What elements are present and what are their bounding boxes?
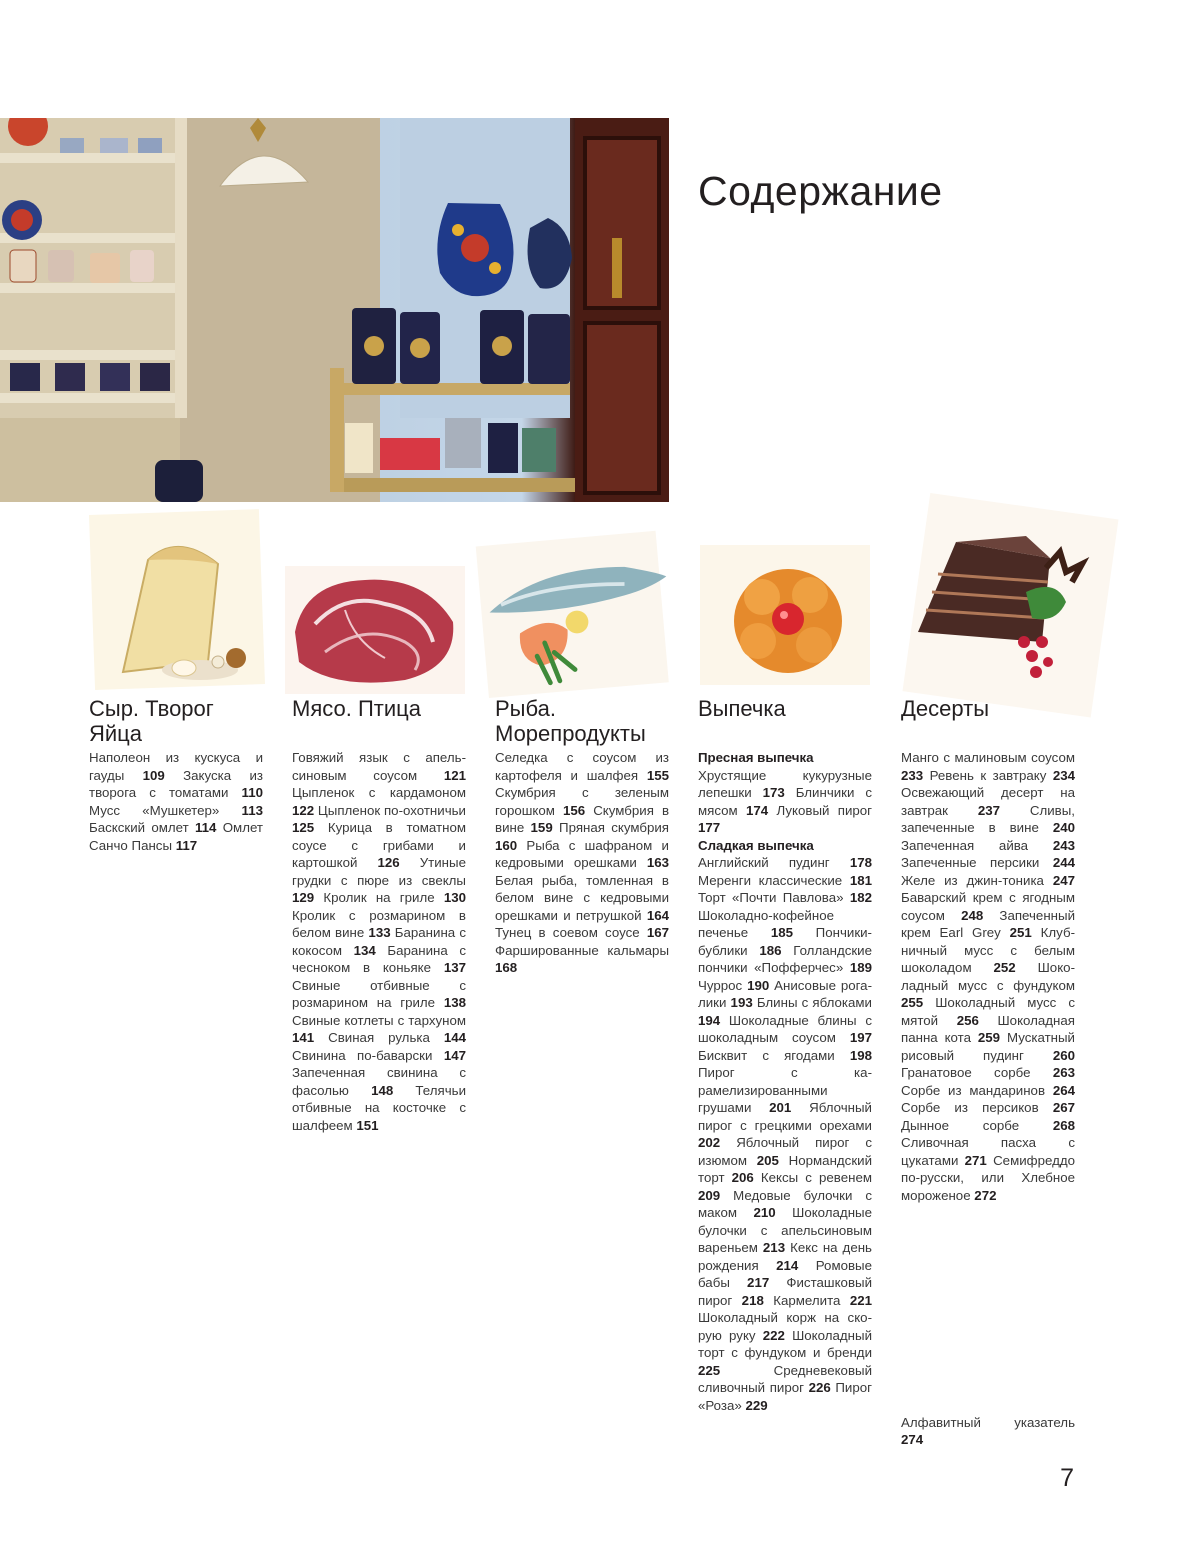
recipe-page-number[interactable]: 159 — [530, 820, 553, 835]
recipe-entry[interactable]: Яблочный пирог с изюмом — [698, 1135, 872, 1168]
recipe-entry[interactable]: Утиные грудки с пюре из свеклы — [292, 855, 466, 888]
recipe-page-number[interactable]: 202 — [698, 1135, 721, 1150]
recipe-entry[interactable]: Пончики-бублики — [698, 925, 872, 958]
recipe-page-number[interactable]: 229 — [745, 1397, 768, 1413]
recipe-entry[interactable]: Запеченный крем Earl Grey — [901, 907, 1075, 940]
recipe-entry[interactable]: Рыба с шафраном и кедровыми орешками — [495, 837, 669, 870]
recipe-page-number[interactable]: 213 — [762, 1240, 786, 1255]
recipe-entry[interactable]: Луковый пирог — [768, 802, 873, 818]
recipe-entry[interactable]: Шоколадный мусс с фундуком — [901, 960, 1076, 993]
recipe-entry[interactable]: Освежающий десерт на завтрак — [901, 785, 1075, 818]
recipe-entry[interactable]: Бисквит с ягодами — [698, 1047, 850, 1063]
recipe-page-number[interactable]: 259 — [977, 1030, 1001, 1045]
fish-image — [482, 534, 672, 709]
recipe-entry[interactable]: Курица в томатном соусе с грибами и картошкой — [292, 820, 466, 870]
recipe-page-number[interactable]: 194 — [698, 1012, 721, 1028]
recipe-entry[interactable]: Мускатный рисовый пудинг — [901, 1030, 1075, 1063]
recipe-entry[interactable]: Кекс на день рождения — [698, 1240, 872, 1273]
recipe-page-number[interactable]: 113 — [241, 802, 263, 818]
recipe-page-number[interactable]: 193 — [730, 995, 753, 1010]
recipe-entry[interactable]: Свинина по-баварски — [292, 1047, 444, 1063]
recipe-entry[interactable]: Английский пудинг — [698, 855, 850, 870]
recipe-entry[interactable]: Свиные котлеты с тархуном — [292, 1012, 466, 1028]
recipe-entry[interactable]: Меренги классические — [698, 872, 850, 888]
recipe-entry[interactable]: Чуррос — [698, 977, 748, 993]
recipe-page-number[interactable]: 155 — [646, 767, 669, 783]
recipe-page-number[interactable]: 217 — [747, 1275, 770, 1290]
category-entries-baking — [698, 749, 872, 1414]
recipe-page-number[interactable]: 164 — [646, 907, 669, 923]
category-heading-cheese: Сыр. Творог Яйца — [89, 696, 214, 746]
recipe-entry[interactable]: Говяжий язык с апельсиновым соусом — [292, 750, 466, 783]
recipe-page-number[interactable]: 256 — [956, 1012, 979, 1028]
recipe-entry[interactable]: Свиные отбивные с розмарином на гриле — [292, 977, 466, 1010]
recipe-page-number[interactable]: 160 — [495, 837, 518, 853]
recipe-page-number[interactable]: 210 — [753, 1205, 776, 1220]
recipe-page-number[interactable]: 168 — [495, 960, 518, 975]
recipe-entry[interactable]: Шоколадно-кофейное печенье — [698, 907, 834, 940]
recipe-entry[interactable]: Белая рыба, томленная в белом вине с кедровыми орешками и петрушкой — [495, 872, 669, 923]
recipe-entry[interactable]: Ревень к завтраку — [923, 767, 1053, 783]
recipe-page-number[interactable]: 148 — [371, 1082, 394, 1098]
recipe-entry[interactable]: Омлет Санчо Пансы — [89, 820, 263, 853]
recipe-entry[interactable]: Цыпленок с кардамоном — [292, 785, 466, 800]
recipe-page-number[interactable]: 271 — [964, 1152, 987, 1168]
recipe-entry[interactable]: Торт «Почти Павлова» — [698, 890, 850, 905]
category-entries-fish — [495, 749, 669, 977]
recipe-page-number[interactable]: 182 — [849, 890, 872, 905]
recipe-entry[interactable]: Тунец в соевом соусе — [495, 925, 647, 940]
recipe-page-number[interactable]: 125 — [292, 820, 315, 835]
recipe-entry[interactable]: Скумбрия с зеленым горошком — [495, 785, 669, 818]
recipe-entry[interactable]: Шоколадные блины с шоколадным соусом — [698, 1012, 872, 1045]
recipe-entry[interactable]: Баранина с чесноком в коньяке — [292, 942, 466, 975]
recipe-page-number[interactable]: 233 — [901, 767, 924, 783]
recipe-entry[interactable]: Семифреддо по-русски, или Хлебное мороженое — [901, 1152, 1075, 1203]
recipe-entry[interactable]: Свиная рулька — [314, 1030, 444, 1045]
recipe-entry[interactable]: Фаршированные кальмары — [495, 942, 669, 958]
recipe-page-number[interactable]: 130 — [443, 890, 466, 905]
recipe-entry[interactable]: Анисовые рогалики — [698, 977, 873, 1010]
recipe-entry[interactable]: Сливы, запеченные в вине — [901, 802, 1075, 835]
recipe-page-number[interactable]: 240 — [1052, 820, 1075, 835]
recipe-page-number[interactable]: 251 — [1009, 925, 1032, 940]
recipe-page-number[interactable]: 117 — [175, 837, 198, 853]
recipe-page-number[interactable]: 252 — [993, 960, 1016, 975]
recipe-entry[interactable]: Сливочная пасха с цукатами — [901, 1135, 1075, 1168]
recipe-page-number[interactable]: 222 — [762, 1327, 785, 1343]
recipe-entry[interactable]: Шоколадная панна кота — [901, 1012, 1075, 1045]
recipe-entry[interactable]: Запеченные персики — [901, 855, 1053, 870]
recipe-entry[interactable]: Шоколадные булочки с апельсиновым вареньем — [698, 1205, 872, 1255]
recipe-entry[interactable]: Гранатовое сорбе — [901, 1065, 1053, 1080]
recipe-entry[interactable]: Кролик на гриле — [314, 890, 444, 905]
recipe-entry[interactable]: Баранина с кокосом — [292, 925, 466, 958]
recipe-entry[interactable]: Манго с малиновым соусом — [901, 750, 1075, 765]
recipe-page-number[interactable]: 156 — [562, 802, 586, 818]
recipe-page-number[interactable]: 137 — [443, 960, 466, 975]
category-heading-fish: Рыба. Морепродукты — [495, 696, 646, 746]
recipe-page-number[interactable]: 267 — [1052, 1100, 1075, 1115]
recipe-entry[interactable]: Запеченная свинина с фасолью — [292, 1065, 466, 1098]
recipe-entry[interactable]: Дынное сорбе — [901, 1117, 1053, 1133]
recipe-entry[interactable]: Пирог с карамелизированными грушами — [698, 1065, 872, 1115]
cheese-image — [88, 512, 278, 687]
recipe-page-number[interactable]: 138 — [443, 995, 466, 1010]
recipe-page-number[interactable]: 244 — [1052, 855, 1075, 870]
recipe-page-number[interactable]: 205 — [756, 1152, 779, 1168]
recipe-entry[interactable]: Мусс «Мушкетер» — [89, 802, 242, 818]
recipe-entry[interactable]: Сорбе из мандаринов — [901, 1082, 1053, 1098]
recipe-page-number[interactable]: 243 — [1052, 837, 1075, 853]
recipe-page-number[interactable]: 234 — [1052, 767, 1075, 783]
recipe-entry[interactable]: Скумбрия в вине — [495, 802, 670, 835]
category-entries-meat — [292, 749, 466, 1134]
recipe-page-number[interactable]: 190 — [747, 977, 770, 993]
recipe-entry[interactable]: Шоколадный мусс с мятой — [901, 995, 1075, 1028]
recipe-page-number[interactable]: 151 — [356, 1117, 379, 1133]
recipe-page-number[interactable]: 147 — [443, 1047, 466, 1063]
recipe-entry[interactable]: Яблочный пирог с грецкими орехами — [698, 1100, 872, 1133]
recipe-page-number[interactable]: 141 — [292, 1030, 315, 1045]
recipe-page-number[interactable]: 126 — [377, 855, 400, 870]
recipe-page-number[interactable]: 198 — [849, 1047, 872, 1063]
recipe-page-number[interactable]: 247 — [1052, 872, 1075, 888]
category-entries-desserts — [901, 749, 1075, 1204]
recipe-page-number[interactable]: 206 — [731, 1170, 754, 1185]
recipe-entry[interactable]: Наполеон из кускуса и гауды — [89, 750, 263, 783]
recipe-entry[interactable]: Нормандский торт — [698, 1152, 872, 1185]
category-entries-cheese — [89, 749, 263, 854]
recipe-page-number[interactable]: 129 — [292, 890, 315, 905]
recipe-entry[interactable]: Сорбе из персиков — [901, 1100, 1053, 1115]
recipe-page-number[interactable]: 209 — [698, 1187, 721, 1203]
recipe-entry[interactable]: Пряная скумбрия — [552, 820, 669, 835]
recipe-page-number[interactable]: 263 — [1052, 1065, 1075, 1080]
recipe-page-number[interactable]: 185 — [770, 925, 793, 940]
recipe-page-number[interactable]: 144 — [443, 1030, 466, 1045]
recipe-entry[interactable]: Селедка с соусом из картофеля и шалфея — [495, 750, 669, 783]
recipe-page-number[interactable]: 264 — [1052, 1082, 1075, 1098]
page-number: 7 — [1060, 1464, 1074, 1492]
recipe-page-number[interactable]: 214 — [776, 1257, 799, 1273]
category-heading-desserts: Десерты — [901, 696, 990, 721]
recipe-entry[interactable]: Хрустящие кукурузные лепешки — [698, 767, 872, 800]
subsection-title-plain-baking: Пресная выпечка — [698, 750, 814, 765]
recipe-entry[interactable]: Кексы с ревенем — [753, 1170, 872, 1185]
kitchen-photo-illustration — [0, 118, 669, 502]
recipe-page-number[interactable]: 237 — [977, 802, 1001, 818]
recipe-page-number[interactable]: 221 — [849, 1292, 872, 1308]
recipe-entry[interactable]: Шоколадный корж на скорую руку — [698, 1310, 872, 1343]
recipe-page-number[interactable]: 255 — [901, 995, 924, 1010]
recipe-page-number[interactable]: 225 — [698, 1362, 721, 1378]
recipe-page-number[interactable]: 226 — [808, 1380, 831, 1395]
page-title: Содержание — [698, 168, 943, 214]
category-heading-baking: Выпечка — [698, 696, 786, 721]
recipe-page-number[interactable]: 186 — [759, 942, 782, 958]
recipe-page-number[interactable]: 133 — [368, 925, 391, 940]
recipe-page-number[interactable]: 167 — [646, 925, 669, 940]
pastry-image — [700, 545, 890, 720]
recipe-entry[interactable]: Голландские пончики «Пофферчес» — [698, 942, 872, 975]
recipe-page-number[interactable]: 181 — [849, 872, 872, 888]
recipe-page-number[interactable]: 114 — [194, 820, 217, 835]
recipe-entry[interactable]: Блины с яблоками — [752, 995, 872, 1010]
recipe-page-number[interactable]: 121 — [443, 767, 466, 783]
recipe-page-number[interactable]: 260 — [1052, 1047, 1075, 1063]
recipe-entry[interactable]: Баскский омлет — [89, 820, 195, 835]
recipe-entry[interactable]: Желе из джин-тоника — [901, 872, 1053, 888]
recipe-entry[interactable]: Ромовые бабы — [698, 1257, 872, 1290]
recipe-page-number[interactable]: 109 — [142, 767, 165, 783]
recipe-page-number[interactable]: 174 — [746, 802, 769, 818]
recipe-page-number[interactable]: 197 — [849, 1030, 872, 1045]
recipe-page-number[interactable]: 177 — [698, 820, 721, 835]
alphabetical-index-link[interactable]: Алфавитный указатель — [901, 1415, 1075, 1430]
recipe-page-number[interactable]: 272 — [974, 1187, 997, 1203]
recipe-entry[interactable]: Медовые булочки с маком — [698, 1187, 872, 1220]
alphabetical-index-page[interactable]: 274 — [901, 1432, 924, 1447]
recipe-page-number[interactable]: 201 — [769, 1100, 792, 1115]
recipe-entry[interactable]: Телячьи отбивные на косточке с шалфеем — [292, 1082, 467, 1133]
recipe-entry[interactable]: Закуска из творога с томатами — [89, 767, 263, 800]
recipe-entry[interactable]: Кармелита — [763, 1292, 850, 1308]
recipe-page-number[interactable]: 189 — [849, 960, 872, 975]
recipe-entry[interactable]: Фисташковый пирог — [698, 1275, 872, 1308]
recipe-entry[interactable]: Запеченная айва — [901, 837, 1053, 853]
recipe-page-number[interactable]: 163 — [646, 855, 669, 870]
recipe-page-number[interactable]: 122 — [292, 802, 315, 818]
recipe-page-number[interactable]: 218 — [741, 1292, 764, 1308]
recipe-entry[interactable]: Баварский крем с ягодным соусом — [901, 890, 1075, 923]
recipe-entry[interactable]: Средневековый сливочный пирог — [698, 1362, 872, 1395]
recipe-entry[interactable]: Цыпленок по-охотничьи — [314, 802, 466, 818]
recipe-page-number[interactable]: 134 — [353, 942, 376, 958]
recipe-entry[interactable]: Шоколадный торт с фундуком и бренди — [698, 1327, 872, 1360]
recipe-page-number[interactable]: 178 — [849, 855, 872, 870]
recipe-entry[interactable]: Блинчики с мясом — [698, 785, 872, 818]
dessert-image — [906, 492, 1096, 667]
recipe-entry[interactable]: Клубничный мусс с белым шоколадом — [901, 925, 1075, 975]
kitchen-photo — [0, 118, 669, 502]
recipe-entry[interactable]: Кролик с розмарином в белом вине — [292, 907, 466, 940]
recipe-page-number[interactable]: 268 — [1052, 1117, 1075, 1133]
category-heading-meat: Мясо. Птица — [292, 696, 421, 721]
recipe-page-number[interactable]: 248 — [961, 907, 984, 923]
subsection-title-sweet-baking: Сладкая выпечка — [698, 837, 814, 853]
recipe-page-number[interactable]: 110 — [241, 785, 263, 800]
recipe-page-number[interactable]: 173 — [762, 785, 785, 800]
recipe-entry[interactable]: Пирог «Роза» — [698, 1380, 872, 1413]
